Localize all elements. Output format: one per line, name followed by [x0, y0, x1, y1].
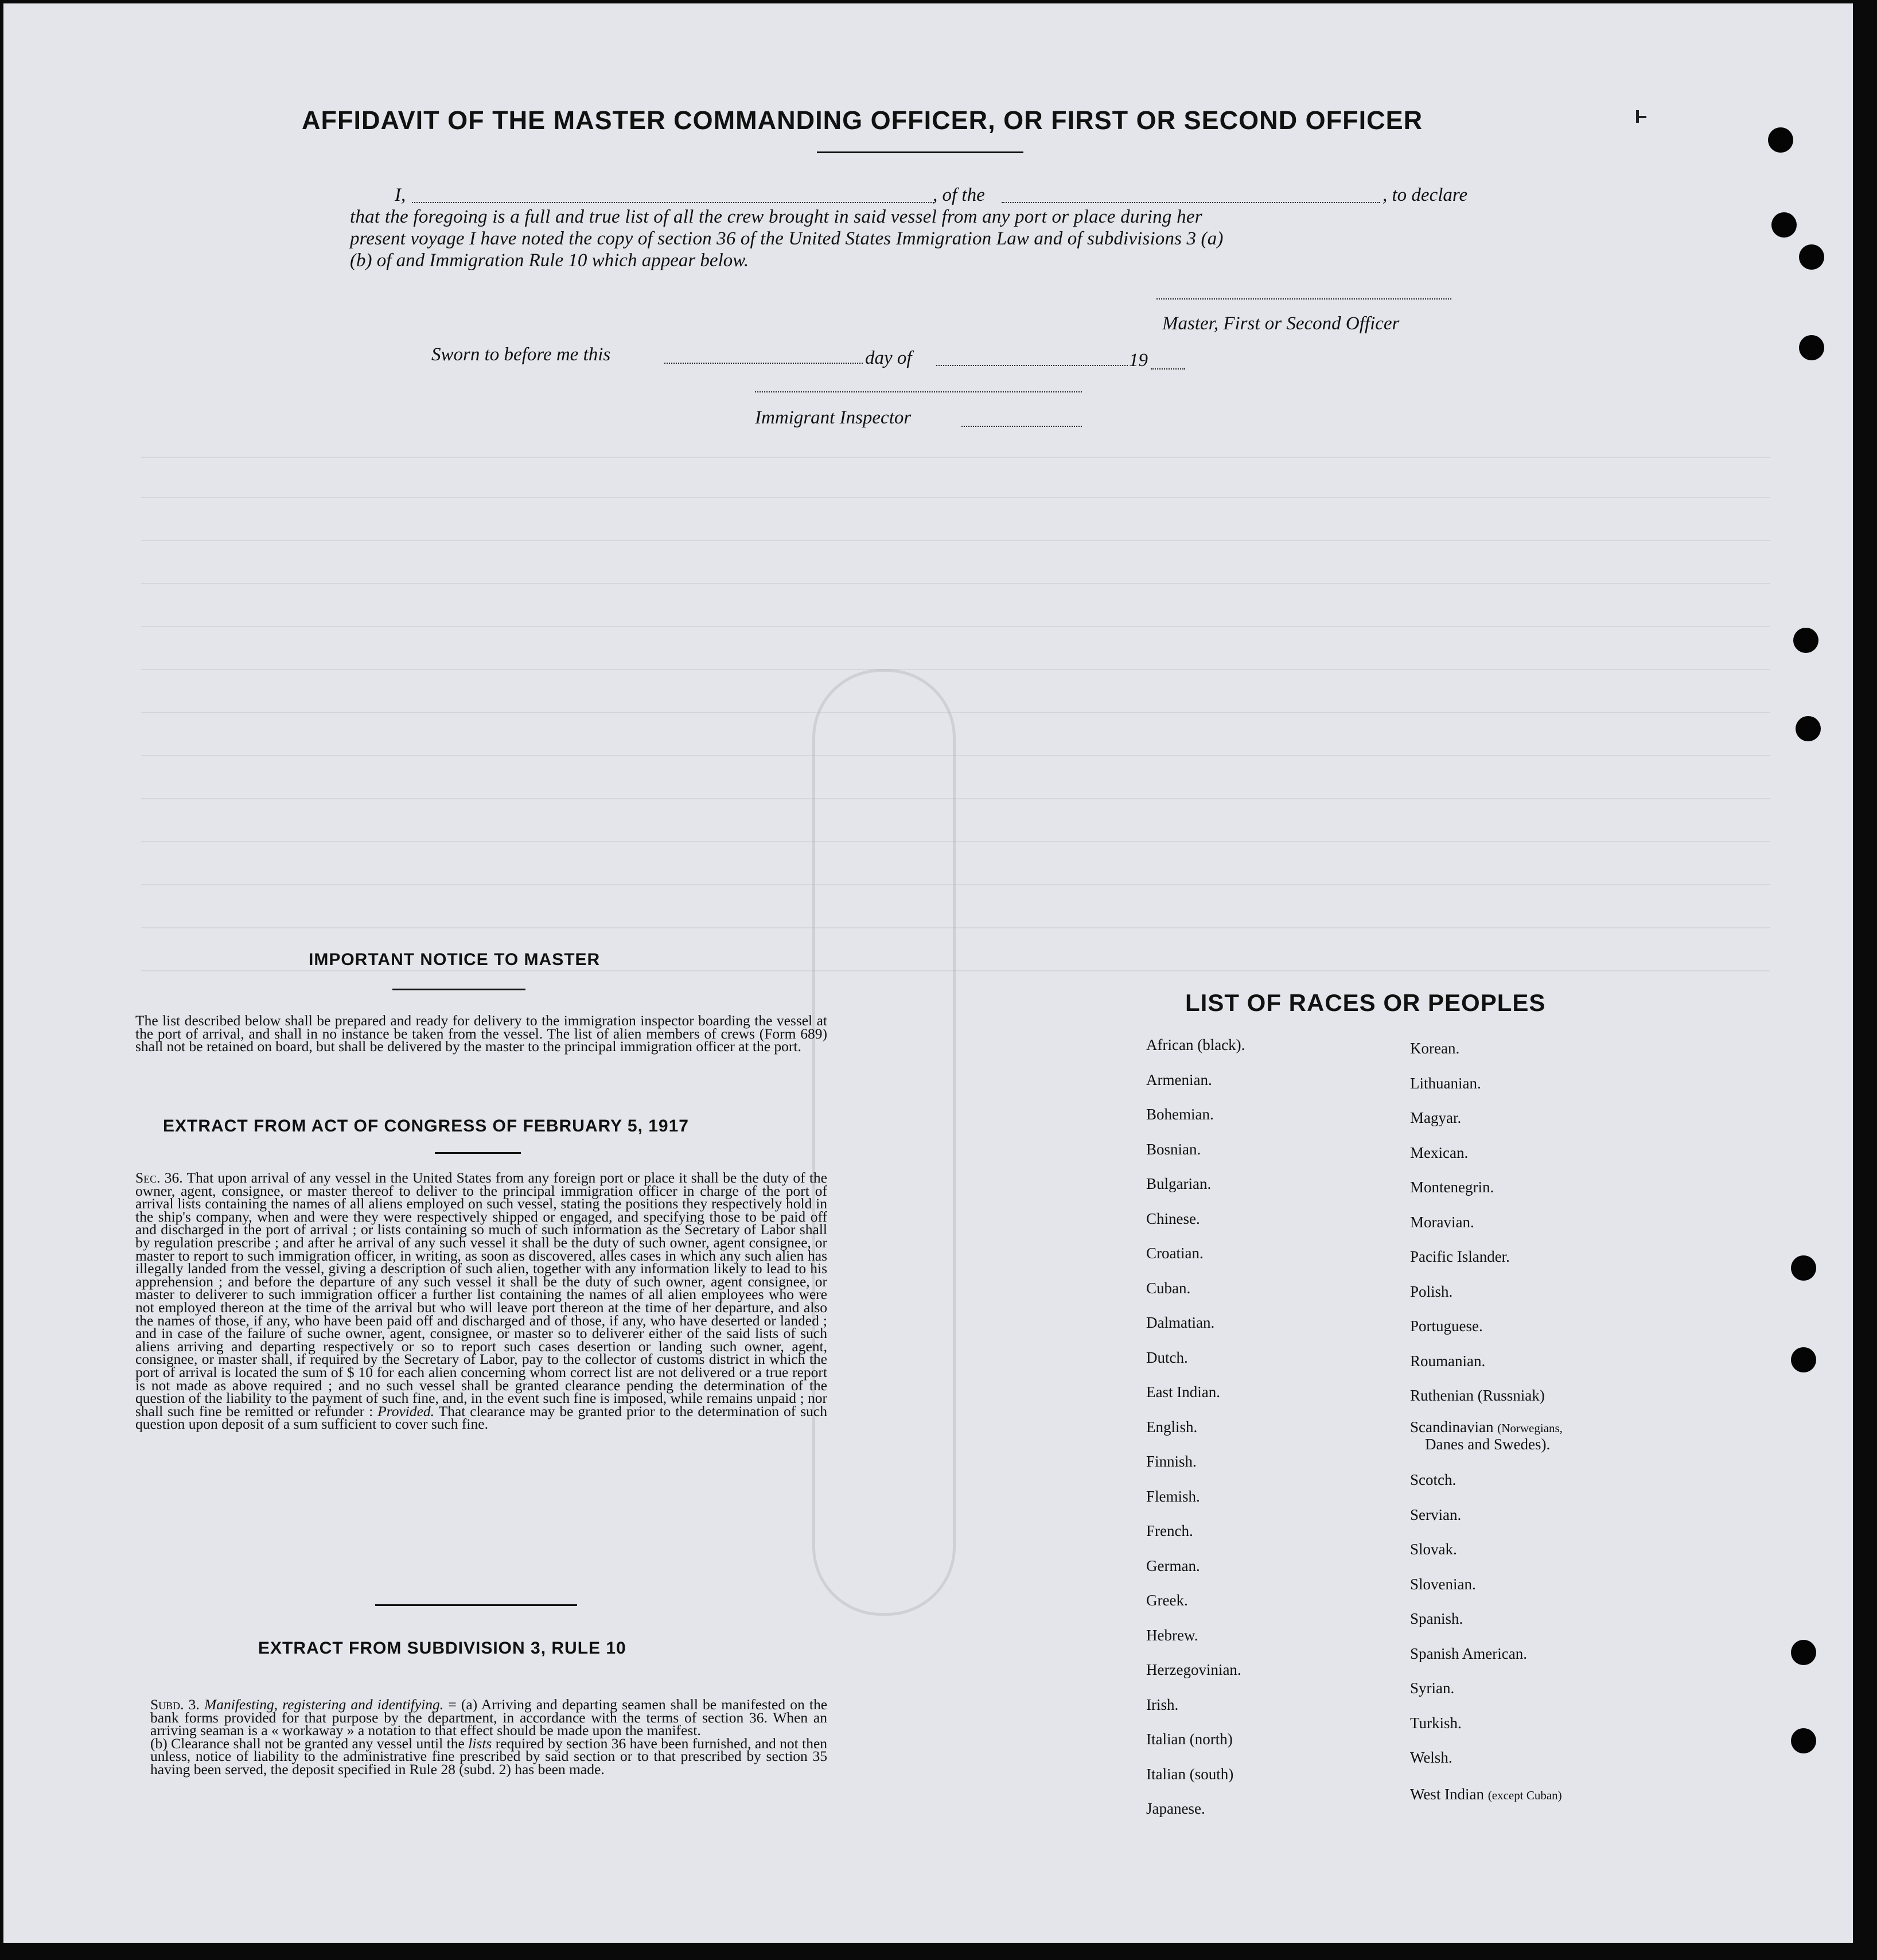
- race-entry: Lithuanian.: [1410, 1074, 1481, 1092]
- bleed-through-line: [141, 927, 1770, 928]
- sworn-year-blank[interactable]: [1151, 368, 1185, 370]
- race-entry: English.: [1146, 1418, 1198, 1436]
- subdivision-b-lists: lists: [468, 1735, 492, 1752]
- declaration-of-the: , of the: [933, 185, 985, 205]
- race-entry: Bohemian.: [1146, 1106, 1214, 1123]
- punch-hole: [1791, 1255, 1816, 1281]
- bleed-through-line: [141, 497, 1770, 498]
- punch-hole: [1799, 335, 1824, 360]
- punch-hole: [1799, 244, 1824, 270]
- year-prefix: 19: [1129, 350, 1148, 371]
- subdivision-a-text: = (a) Arriving and departing seamen shall be manifested on the bank forms provided for that purpose by the department, in accordance with the terms of section 36. When an arriving seaman is a « workaway » a notation to that effect should be made upon the manifest.: [150, 1696, 828, 1739]
- race-entry: Finnish.: [1146, 1453, 1197, 1470]
- punch-hole: [1771, 212, 1797, 238]
- race-entry: Turkish.: [1410, 1714, 1462, 1732]
- sworn-month-blank[interactable]: [936, 365, 1128, 366]
- punch-hole: [1793, 628, 1818, 653]
- punch-hole: [1791, 1728, 1816, 1753]
- race-entry: Pacific Islander.: [1410, 1248, 1510, 1265]
- bleed-through-line: [141, 970, 1770, 971]
- bleed-through-line: [141, 798, 1770, 799]
- subdivision-b-text: Clearance shall not be granted any vessel until the: [171, 1735, 465, 1752]
- declaration-line-2: that the foregoing is a full and true list of all the crew brought in said vessel from any port or place during her: [350, 207, 1202, 227]
- document-page: [3, 3, 1853, 1943]
- race-entry: Japanese.: [1146, 1800, 1205, 1817]
- race-entry: Dutch.: [1146, 1348, 1188, 1366]
- subdivision-a: [150, 1698, 827, 1737]
- inspector-name-blank[interactable]: [961, 426, 1082, 427]
- act-extract-underline: [435, 1152, 521, 1154]
- provided-word: Provided.: [377, 1402, 435, 1420]
- declaration-line-3: present voyage I have noted the copy of section 36 of the United States Immigration Law and of subdivisions 3 (a): [350, 228, 1224, 249]
- race-entry: German.: [1146, 1557, 1200, 1574]
- rule-10-text: [150, 1698, 827, 1776]
- race-entry: Cuban.: [1146, 1279, 1191, 1297]
- race-west-indian-note: (except Cuban): [1487, 1788, 1562, 1802]
- section-label: Sec. 36.: [135, 1169, 183, 1186]
- race-entry: Italian (south): [1146, 1765, 1234, 1783]
- punch-hole: [1791, 1347, 1816, 1372]
- race-entry-west-indian: [1410, 1786, 1562, 1803]
- declaration-to-declare: , to declare: [1383, 185, 1468, 205]
- race-entry-scandinavian-line2: Danes and Swedes).: [1425, 1436, 1551, 1453]
- notice-underline: [392, 989, 525, 990]
- bleed-through-line: [141, 669, 1770, 670]
- race-entry: Italian (north): [1146, 1730, 1233, 1748]
- race-entry: African (black).: [1146, 1036, 1245, 1053]
- race-entry: French.: [1146, 1522, 1193, 1539]
- race-west-indian-label: West Indian: [1410, 1786, 1485, 1803]
- race-entry: Dalmatian.: [1146, 1314, 1215, 1331]
- race-entry: Greek.: [1146, 1592, 1188, 1609]
- subdivision-label: Subd. 3.: [150, 1696, 200, 1713]
- races-title: LIST OF RACES OR PEOPLES: [1185, 989, 1546, 1016]
- punch-hole: [1768, 127, 1793, 153]
- race-scandinavian-label: Scandinavian: [1410, 1418, 1494, 1436]
- race-entry: Korean.: [1410, 1040, 1460, 1057]
- race-entry: Welsh.: [1410, 1749, 1452, 1766]
- declaration-line-4: (b) of and Immigration Rule 10 which appear below.: [350, 250, 749, 271]
- race-entry: Ruthenian (Russniak): [1410, 1387, 1545, 1404]
- subdivision-heading: Manifesting, registering and identifying.: [204, 1696, 444, 1713]
- declaration-i: I,: [395, 185, 406, 205]
- race-entry: Montenegrin.: [1410, 1179, 1494, 1196]
- race-entry: Scotch.: [1410, 1471, 1457, 1488]
- subdivision-b-rest: required by section 36 have been furnished, and not then unless, notice of liability to the administrative fine prescribed by said section or to that prescribed by section 35 having been served, the deposit specified in Rule 28 (subd. 2) has been made.: [150, 1735, 828, 1778]
- notice-text: The list described below shall be prepared and ready for delivery to the immigration inspector boarding the vessel at the port of arrival, and shall in no instance be taken from the vessel. The list of alien members of crews (Form 689) shall not be retained on board, but shall be delivered by the master to the principal immigration officer at the port.: [135, 1012, 827, 1055]
- race-entry: Herzegovinian.: [1146, 1661, 1241, 1678]
- affidavit-title: AFFIDAVIT OF THE MASTER COMMANDING OFFICER, OR FIRST OR SECOND OFFICER: [302, 106, 1423, 135]
- race-entry: Spanish.: [1410, 1610, 1463, 1627]
- race-entry: Slovenian.: [1410, 1575, 1476, 1593]
- race-entry: Servian.: [1410, 1506, 1462, 1523]
- day-of-label: day of: [865, 348, 912, 368]
- race-entry: Moravian.: [1410, 1213, 1474, 1231]
- race-entry: Polish.: [1410, 1282, 1453, 1300]
- master-officer-label: Master, First or Second Officer: [1162, 313, 1400, 334]
- race-entry: Chinese.: [1146, 1210, 1200, 1227]
- officer-name-blank[interactable]: [412, 202, 934, 203]
- race-entry: Slovak.: [1410, 1541, 1457, 1558]
- race-entry: Bulgarian.: [1146, 1175, 1212, 1192]
- sworn-label: Sworn to before me this: [431, 344, 611, 365]
- race-entry: Armenian.: [1146, 1071, 1212, 1088]
- bleed-through-line: [141, 457, 1770, 458]
- race-entry: Flemish.: [1146, 1487, 1200, 1505]
- section-tail: That clearance may be granted prior to the determination of such question upon deposit of a sum sufficient to cover such fine.: [135, 1402, 827, 1433]
- race-entry: Croatian.: [1146, 1245, 1204, 1262]
- immigrant-inspector-label: Immigrant Inspector: [755, 407, 912, 428]
- race-entry: Bosnian.: [1146, 1140, 1201, 1158]
- inspector-signature-blank[interactable]: [755, 391, 1082, 392]
- race-entry: Magyar.: [1410, 1109, 1462, 1126]
- subdivision-b-label: (b): [150, 1735, 168, 1752]
- ink-mark: [1636, 116, 1646, 118]
- race-entry-scandinavian: [1410, 1418, 1563, 1436]
- race-entry: Mexican.: [1410, 1144, 1469, 1161]
- race-entry: Syrian.: [1410, 1679, 1455, 1697]
- punch-hole: [1796, 716, 1821, 741]
- race-entry: Spanish American.: [1410, 1644, 1527, 1662]
- section-body: That upon arrival of any vessel in the United States from any foreign port or place it shall be the duty of the owner, agent, consignee, or master thereof to deliver to the principal immigration officer in charge of the port of arrival lists containing the names of all aliens employed on such vessel, stating the positions they respectively hold in the ship's company, when and were they were respectively shipped or engaged, and specifying those to be paid off and discharged in the port of arrival ; or lists containing so much of such information as the Secretary of Labor shall by regulation prescribe ; and after he arrival of any such vessel it shall be the duty of such owner, agent consignee, or master to report to such immigration officer, in writing, as soon as discovered, alles cases in which any such alien has illegally landed from the vessel, giving a description of such alien, together with any information likely to lead to his apprehension ; and before the departure of any such vessel it shall be the duty of such owner, agent consignee, or master to deliverer to such immigration officer a further list containing the names of all alien employees who were not employed thereon at the time of the arrival but who will leave port thereon at the time of her departure, and also the names of those, if any, who have been paid off and discharged and of those, if any, who have deserted or landed ; and in case of the failure of suche owner, agent, consignee, or master so to deliverer either of the said lists of such aliens arriving and departing respectively or so to report such cases desertion or landing such owner, agent, consignee, or master shall, if required by the Secretary of Labor, pay to the collector of customs district in which the port of arrival is located the sum of $ 10 for each alien concerning whom correct list are not delivered or a true report is not made as above required ; and no such vessel shall be granted clearance pending the determination of the question of the liability to the payment of such fine, and, in the event such fine is imposed, while remains unpaid ; nor shall such fine be remitted or refunder :: [135, 1169, 827, 1420]
- bleed-through-line: [141, 841, 1770, 842]
- bleed-through-shadow: [812, 669, 956, 1616]
- race-entry: Portuguese.: [1410, 1317, 1483, 1335]
- act-extract-title: EXTRACT FROM ACT OF CONGRESS OF FEBRUARY 5, 1917: [163, 1117, 689, 1135]
- rule-extract-title: EXTRACT FROM SUBDIVISION 3, RULE 10: [258, 1639, 626, 1658]
- subdivision-b: [150, 1737, 827, 1776]
- bleed-through-line: [141, 583, 1770, 584]
- race-scandinavian-note: (Norwegians,: [1497, 1421, 1563, 1435]
- section-divider: [375, 1604, 577, 1606]
- master-signature-blank[interactable]: [1156, 298, 1451, 300]
- punch-hole: [1791, 1640, 1816, 1665]
- section-36-text: [135, 1169, 827, 1433]
- notice-title: IMPORTANT NOTICE TO MASTER: [309, 950, 601, 969]
- race-entry: Hebrew.: [1146, 1626, 1198, 1644]
- bleed-through-line: [141, 540, 1770, 541]
- bleed-through-line: [141, 755, 1770, 756]
- sworn-day-blank[interactable]: [664, 363, 863, 364]
- bleed-through-line: [141, 884, 1770, 885]
- bleed-through-line: [141, 712, 1770, 713]
- race-entry: Roumanian.: [1410, 1352, 1486, 1370]
- race-entry: Irish.: [1146, 1695, 1179, 1713]
- title-underline: [817, 151, 1023, 153]
- race-entry: East Indian.: [1146, 1383, 1220, 1401]
- vessel-name-blank[interactable]: [1002, 202, 1380, 203]
- bleed-through-line: [141, 626, 1770, 627]
